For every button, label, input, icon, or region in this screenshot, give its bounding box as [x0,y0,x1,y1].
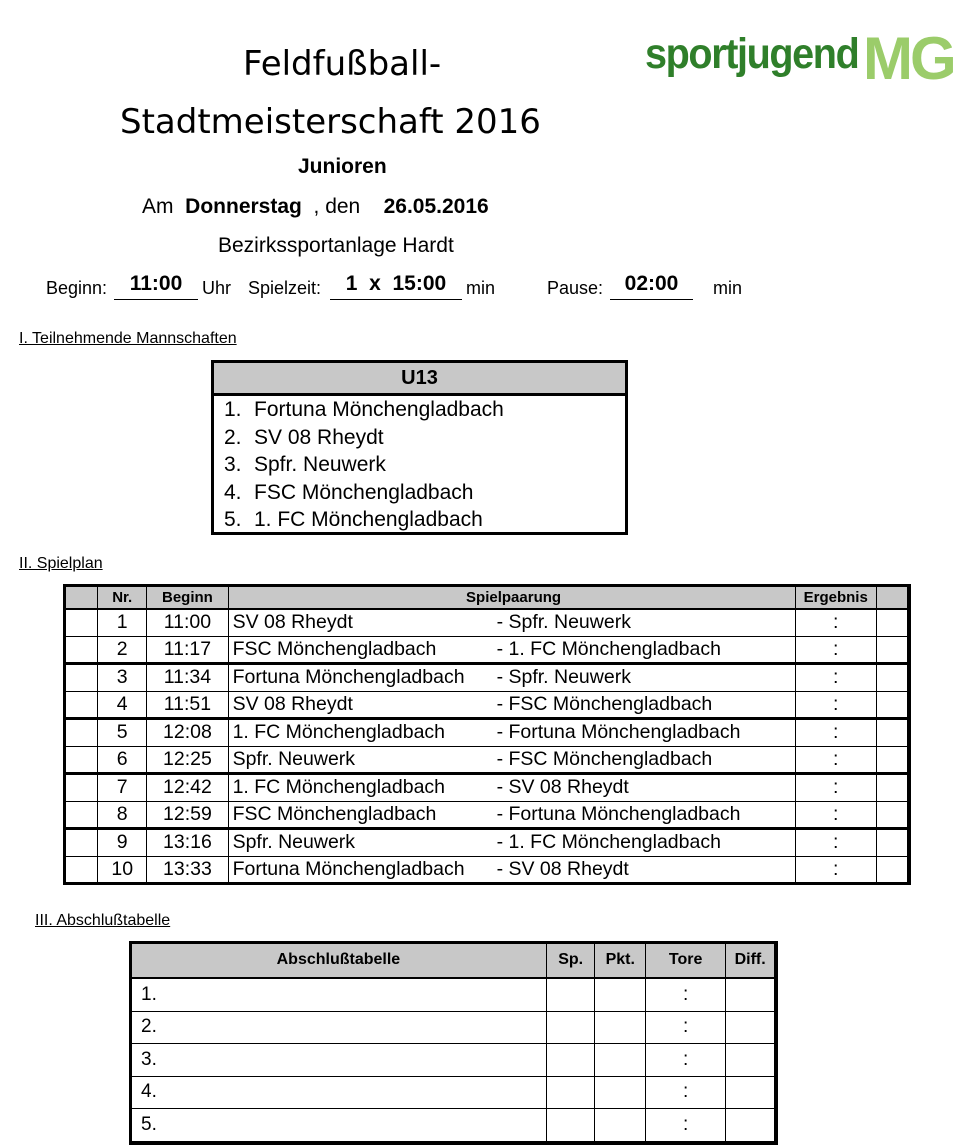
schedule-cell-result: : [795,609,876,636]
schedule-header-beginn: Beginn [147,586,228,610]
schedule-cell-time: 11:17 [147,636,228,664]
home-team: 1. FC Mönchengladbach [232,721,446,744]
home-team: Spfr. Neuwerk [232,747,356,770]
home-team: SV 08 Rheydt [232,611,353,634]
final-cell-place: 3. [131,1044,547,1077]
schedule-cell-blank-2 [876,746,907,774]
away-team: - Fortuna Mönchengladbach [496,721,741,744]
final-cell-sp [546,978,595,1011]
schedule-row [65,746,908,774]
weekday: Donnerstag [185,195,302,218]
schedule-row [65,719,908,747]
schedule-cell-blank [65,609,98,636]
schedule-cell-result: : [795,746,876,774]
schedule-cell-time: 12:59 [147,801,228,829]
pause-label: Pause: [547,278,604,298]
away-team: - FSC Mönchengladbach [496,692,713,715]
schedule-cell-blank-2 [876,856,907,883]
final-cell-sp [546,1109,595,1142]
uhr-label: Uhr [202,278,232,298]
schedule-header-blank [65,586,98,610]
final-cell-diff [726,1044,775,1077]
schedule-table [64,585,908,883]
schedule-cell-nr: 1 [98,609,147,636]
schedule-header-paarung: Spielpaarung [228,586,795,610]
away-team: - 1. FC Mönchengladbach [496,637,721,660]
team-name: Fortuna Mönchengladbach [254,398,504,421]
final-cell-tore: : [646,978,726,1011]
final-cell-pkt [595,978,646,1011]
team-number: 3. [224,453,242,477]
final-cell-tore: : [646,1109,726,1142]
sportjugend-logo [645,25,954,100]
schedule-cell-nr: 7 [98,774,147,802]
team-row [214,424,625,452]
schedule-cell-nr: 9 [98,829,147,857]
home-team: 1. FC Mönchengladbach [232,776,446,799]
schedule-cell-pairing [228,774,795,802]
schedule-cell-result: : [795,856,876,883]
away-team: - Spfr. Neuwerk [496,611,631,634]
final-cell-diff [726,1109,775,1142]
schedule-cell-nr: 5 [98,719,147,747]
schedule-row [65,801,908,829]
home-team: SV 08 Rheydt [232,692,353,715]
schedule-cell-nr: 3 [98,664,147,692]
schedule-cell-pairing [228,609,795,636]
schedule-cell-blank [65,856,98,883]
schedule-cell-pairing [228,664,795,692]
section-schedule-heading: II. Spielplan [19,555,103,572]
min-label: min [466,278,496,298]
schedule-cell-blank [65,719,98,747]
schedule-cell-pairing [228,801,795,829]
final-header-name: Abschlußtabelle [131,943,547,979]
final-cell-pkt [595,1109,646,1142]
team-number: 2. [224,425,242,449]
beginn-label: Beginn: [46,278,108,298]
date-separator: , den [313,195,361,218]
final-cell-diff [726,1011,775,1044]
min-label-2: min [713,278,743,298]
schedule-header-blank-2 [876,586,907,610]
schedule-cell-pairing [228,856,795,883]
final-cell-place: 2. [131,1011,547,1044]
final-cell-diff [726,978,775,1011]
final-row [131,978,775,1011]
schedule-cell-time: 13:33 [147,856,228,883]
logo-mg: MG [863,25,954,92]
section-final-heading: III. Abschlußtabelle [35,912,171,929]
schedule-cell-pairing [228,746,795,774]
final-cell-tore: : [646,1011,726,1044]
final-header-tore: Tore [646,943,726,979]
final-cell-place: 1. [131,978,547,1011]
final-cell-pkt [595,1076,646,1109]
logo-word: sportjugend [645,30,859,78]
schedule-cell-time: 11:51 [147,691,228,719]
schedule-cell-blank [65,801,98,829]
home-team: FSC Mönchengladbach [232,637,437,660]
schedule-row [65,856,908,883]
schedule-row [65,691,908,719]
schedule-cell-nr: 6 [98,746,147,774]
schedule-cell-result: : [795,691,876,719]
schedule-cell-time: 12:08 [147,719,228,747]
pause-value: 02:00 [610,272,693,300]
team-number: 5. [224,508,242,532]
final-cell-diff [726,1076,775,1109]
schedule-cell-blank [65,691,98,719]
team-row [214,451,625,479]
schedule-row [65,636,908,664]
schedule-cell-pairing [228,829,795,857]
schedule-cell-nr: 10 [98,856,147,883]
schedule-cell-result: : [795,801,876,829]
schedule-cell-time: 12:42 [147,774,228,802]
team-name: Spfr. Neuwerk [254,453,386,477]
home-team: Fortuna Mönchengladbach [232,666,465,689]
schedule-cell-nr: 2 [98,636,147,664]
schedule-cell-result: : [795,664,876,692]
away-team: - Spfr. Neuwerk [496,666,631,689]
schedule-cell-nr: 8 [98,801,147,829]
final-cell-place: 4. [131,1076,547,1109]
schedule-cell-blank-2 [876,829,907,857]
teams-box [211,360,628,535]
subtitle: Junioren [298,155,387,178]
schedule-header-row [65,586,908,610]
schedule-cell-result: : [795,829,876,857]
final-row [131,1011,775,1044]
away-team: - SV 08 Rheydt [496,857,629,880]
team-name: FSC Mönchengladbach [254,480,474,504]
schedule-row [65,829,908,857]
schedule-row [65,609,908,636]
spielzeit-value: 1 x 15:00 [330,272,462,300]
date-prefix: Am [142,195,174,218]
schedule-cell-nr: 4 [98,691,147,719]
schedule-cell-time: 11:00 [147,609,228,636]
final-cell-pkt [595,1044,646,1077]
date-line [142,195,489,219]
final-cell-sp [546,1011,595,1044]
section-teams-heading: I. Teilnehmende Mannschaften [19,330,237,347]
schedule-cell-blank [65,664,98,692]
final-row [131,1076,775,1109]
title-line-2: Stadtmeisterschaft 2016 [120,102,541,142]
schedule-cell-pairing [228,636,795,664]
home-team: FSC Mönchengladbach [232,802,437,825]
schedule-cell-blank [65,636,98,664]
final-header-pkt: Pkt. [595,943,646,979]
home-team: Spfr. Neuwerk [232,831,356,854]
away-team: - 1. FC Mönchengladbach [496,831,721,854]
team-name: SV 08 Rheydt [254,425,384,449]
schedule-cell-blank [65,829,98,857]
team-row [214,506,625,534]
final-cell-place: 5. [131,1109,547,1142]
title-line-1: Feldfußball- [243,44,442,84]
schedule-cell-time: 13:16 [147,829,228,857]
team-row [214,396,625,424]
away-team: - SV 08 Rheydt [496,776,629,799]
schedule-cell-result: : [795,774,876,802]
schedule-row [65,664,908,692]
team-name: 1. FC Mönchengladbach [254,508,483,532]
final-cell-tore: : [646,1044,726,1077]
schedule-cell-blank-2 [876,691,907,719]
schedule-cell-blank [65,774,98,802]
final-cell-sp [546,1044,595,1077]
final-row [131,1044,775,1077]
schedule-cell-blank-2 [876,719,907,747]
home-team: Fortuna Mönchengladbach [232,857,465,880]
beginn-value: 11:00 [114,272,198,300]
venue: Bezirkssportanlage Hardt [218,234,454,257]
final-row [131,1109,775,1142]
teams-header: U13 [214,363,625,396]
team-number: 1. [224,398,242,421]
away-team: - Fortuna Mönchengladbach [496,802,741,825]
final-header-row [131,943,775,979]
schedule-cell-result: : [795,719,876,747]
team-row [214,479,625,507]
date: 26.05.2016 [383,195,489,218]
final-cell-sp [546,1076,595,1109]
schedule-cell-blank-2 [876,664,907,692]
schedule-cell-time: 11:34 [147,664,228,692]
schedule-cell-blank-2 [876,609,907,636]
schedule-cell-time: 12:25 [147,746,228,774]
final-cell-tore: : [646,1076,726,1109]
final-header-diff: Diff. [726,943,775,979]
schedule-cell-blank-2 [876,636,907,664]
schedule-header-ergebnis: Ergebnis [795,586,876,610]
spielzeit-label: Spielzeit: [248,278,322,298]
schedule-cell-pairing [228,691,795,719]
team-number: 4. [224,480,242,504]
final-table [130,942,775,1142]
schedule-cell-blank-2 [876,801,907,829]
schedule-header-nr: Nr. [98,586,147,610]
schedule-cell-pairing [228,719,795,747]
schedule-cell-result: : [795,636,876,664]
final-header-sp: Sp. [546,943,595,979]
final-cell-pkt [595,1011,646,1044]
schedule-row [65,774,908,802]
schedule-cell-blank-2 [876,774,907,802]
schedule-cell-blank [65,746,98,774]
away-team: - FSC Mönchengladbach [496,747,713,770]
